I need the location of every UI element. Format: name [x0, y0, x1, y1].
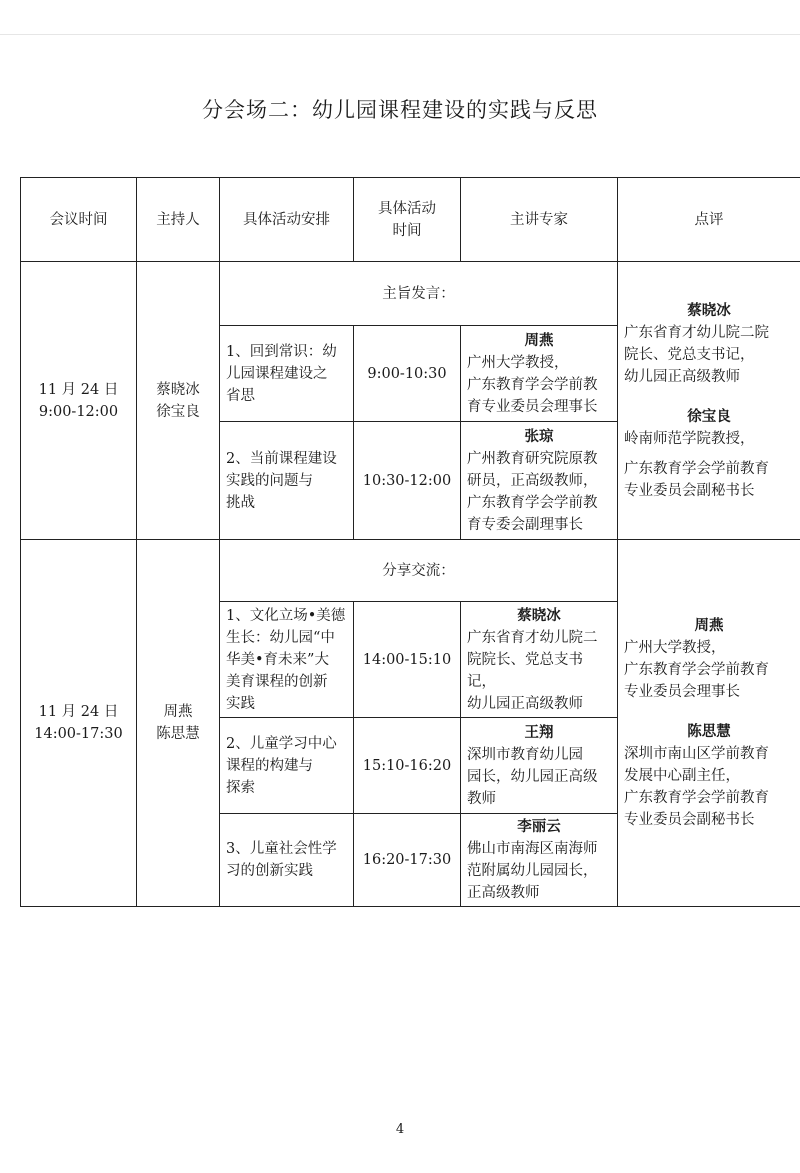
- header-host: 主持人: [137, 178, 220, 262]
- activity-line: 习的创新实践: [226, 863, 313, 879]
- activity-line: 挑战: [226, 494, 255, 511]
- session1-date: 11 月 24 日: [38, 381, 119, 398]
- speaker-name: 王翔: [524, 723, 554, 741]
- activity-line: 1、回到常识：幼: [226, 343, 337, 360]
- activity-cell: [220, 422, 354, 540]
- session2-date: 11 月 24 日: [38, 704, 119, 720]
- speaker-desc-line: 广东教育学会学前教: [467, 494, 598, 511]
- session1-section-row: [21, 262, 800, 326]
- reviewer-desc-line: 广东教育学会学前教育: [624, 460, 769, 477]
- top-rule: [0, 34, 800, 35]
- speaker-cell: [461, 422, 618, 540]
- speaker-desc-line: 正高级教师: [467, 885, 540, 901]
- activity-cell: [220, 718, 354, 814]
- activity-line: 1、文化立场•美德: [226, 607, 346, 624]
- session1-review-cell: [618, 262, 800, 540]
- speaker-name: 周燕: [524, 331, 554, 349]
- session2-section-title: 分享交流：: [220, 540, 618, 602]
- header-meeting-time: 会议时间: [21, 178, 137, 262]
- speaker-desc-line: 园长，幼儿园正高级: [467, 768, 598, 785]
- speaker-cell: [461, 814, 618, 907]
- session1-host-2: 徐宝良: [156, 403, 200, 420]
- speaker-desc-line: 幼儿园正高级教师: [467, 695, 583, 712]
- speaker-desc-line: 广州大学教授，: [467, 354, 569, 371]
- activity-time-cell: 10:30-12:00: [354, 422, 461, 540]
- reviewer-desc-line: 发展中心副主任，: [624, 768, 740, 784]
- activity-cell: [220, 602, 354, 718]
- session1-time: 9:00-12:00: [38, 403, 119, 420]
- header-activity-time-label: 具体活动时间: [378, 200, 436, 239]
- activity-line: 3、儿童社会性学: [226, 841, 337, 857]
- reviewer-name: 蔡晓冰: [687, 301, 731, 319]
- session2-section-row: [21, 540, 800, 602]
- speaker-desc-line: 育专业委员会理事长: [467, 398, 598, 415]
- activity-line: 2、儿童学习中心: [226, 735, 337, 752]
- speaker-name: 蔡晓冰: [517, 606, 561, 624]
- reviewer-desc-line: 岭南师范学院教授，: [624, 430, 755, 447]
- activity-cell: [220, 326, 354, 422]
- header-speaker: 主讲专家: [461, 178, 618, 262]
- speaker-name: 李丽云: [517, 818, 561, 835]
- activity-cell: [220, 814, 354, 907]
- speaker-cell: [461, 326, 618, 422]
- reviewer-name: 周燕: [694, 617, 724, 634]
- session1-section-title: 主旨发言：: [220, 262, 618, 326]
- session2-review-cell: [618, 540, 800, 907]
- activity-line: 华美•育未来”大: [226, 651, 329, 668]
- speaker-desc-line: 育专委会副理事长: [467, 516, 583, 533]
- activity-line: 美育课程的创新: [226, 673, 328, 690]
- session2-date-cell: [21, 540, 137, 907]
- session2-host-2: 陈思慧: [156, 726, 200, 742]
- speaker-desc-line: 佛山市南海区南海师: [467, 841, 598, 857]
- activity-line: 探索: [226, 779, 255, 796]
- activity-line: 2、当前课程建设: [226, 450, 337, 467]
- speaker-desc-line: 院院长、党总支书记，: [467, 651, 583, 690]
- reviewer-desc-line: 专业委员会副秘书长: [624, 482, 755, 499]
- reviewer-desc-line: 院长、党总支书记，: [624, 346, 755, 363]
- activity-time-cell: 16:20-17:30: [354, 814, 461, 907]
- reviewer-desc-line: 幼儿园正高级教师: [624, 368, 740, 385]
- session2-hosts-cell: [137, 540, 220, 907]
- activity-time-cell: 14:00-15:10: [354, 602, 461, 718]
- header-activity-time: [354, 178, 461, 262]
- header-activity: 具体活动安排: [220, 178, 354, 262]
- activity-time-cell: 9:00-10:30: [354, 326, 461, 422]
- speaker-desc-line: 研员，正高级教师，: [467, 472, 598, 489]
- speaker-desc-line: 范附属幼儿园园长，: [467, 863, 598, 879]
- session1-date-cell: [21, 262, 137, 540]
- session1-hosts-cell: [137, 262, 220, 540]
- session2-host-1: 周燕: [163, 704, 193, 720]
- activity-line: 实践的问题与: [226, 472, 313, 489]
- session2-review-1: [624, 615, 794, 703]
- speaker-desc-line: 深圳市教育幼儿园: [467, 746, 583, 763]
- speaker-desc-line: 广东省育才幼儿院二: [467, 629, 598, 646]
- speaker-desc-line: 广州教育研究院原教: [467, 450, 598, 467]
- reviewer-desc-line: 专业委员会副秘书长: [624, 812, 755, 828]
- reviewer-desc-line: 专业委员会理事长: [624, 684, 740, 700]
- page-number: 4: [395, 1122, 405, 1137]
- speaker-desc-line: 广东教育学会学前教: [467, 376, 598, 393]
- session2-time: 14:00-17:30: [34, 726, 123, 742]
- activity-line: 省思: [226, 387, 255, 404]
- speaker-cell: [461, 602, 618, 718]
- speaker-cell: [461, 718, 618, 814]
- header-row: [21, 178, 800, 262]
- activity-line: 生长：幼儿园“中: [226, 629, 335, 646]
- activity-line: 课程的构建与: [226, 757, 313, 774]
- session1-review-1: [624, 300, 794, 388]
- session1-host-1: 蔡晓冰: [156, 381, 200, 398]
- reviewer-desc-line: 广州大学教授，: [624, 640, 726, 656]
- session1-review-2: [624, 406, 794, 502]
- reviewer-name: 徐宝良: [687, 407, 731, 425]
- reviewer-desc-line: 广东教育学会学前教育: [624, 662, 769, 678]
- reviewer-desc-line: 广东教育学会学前教育: [624, 790, 769, 806]
- activity-time-cell: 15:10-16:20: [354, 718, 461, 814]
- header-review: 点评: [618, 178, 800, 262]
- reviewer-name: 陈思慧: [687, 723, 731, 740]
- schedule-table: [20, 177, 800, 907]
- speaker-desc-line: 教师: [467, 790, 496, 807]
- session2-review-2: [624, 721, 794, 831]
- activity-line: 儿园课程建设之: [226, 365, 328, 382]
- speaker-name: 张琼: [524, 427, 554, 445]
- activity-line: 实践: [226, 695, 255, 712]
- reviewer-desc-line: 广东省育才幼儿院二院: [624, 324, 769, 341]
- reviewer-desc-line: 深圳市南山区学前教育: [624, 746, 769, 762]
- page-title: 分会场二：幼儿园课程建设的实践与反思: [202, 98, 598, 122]
